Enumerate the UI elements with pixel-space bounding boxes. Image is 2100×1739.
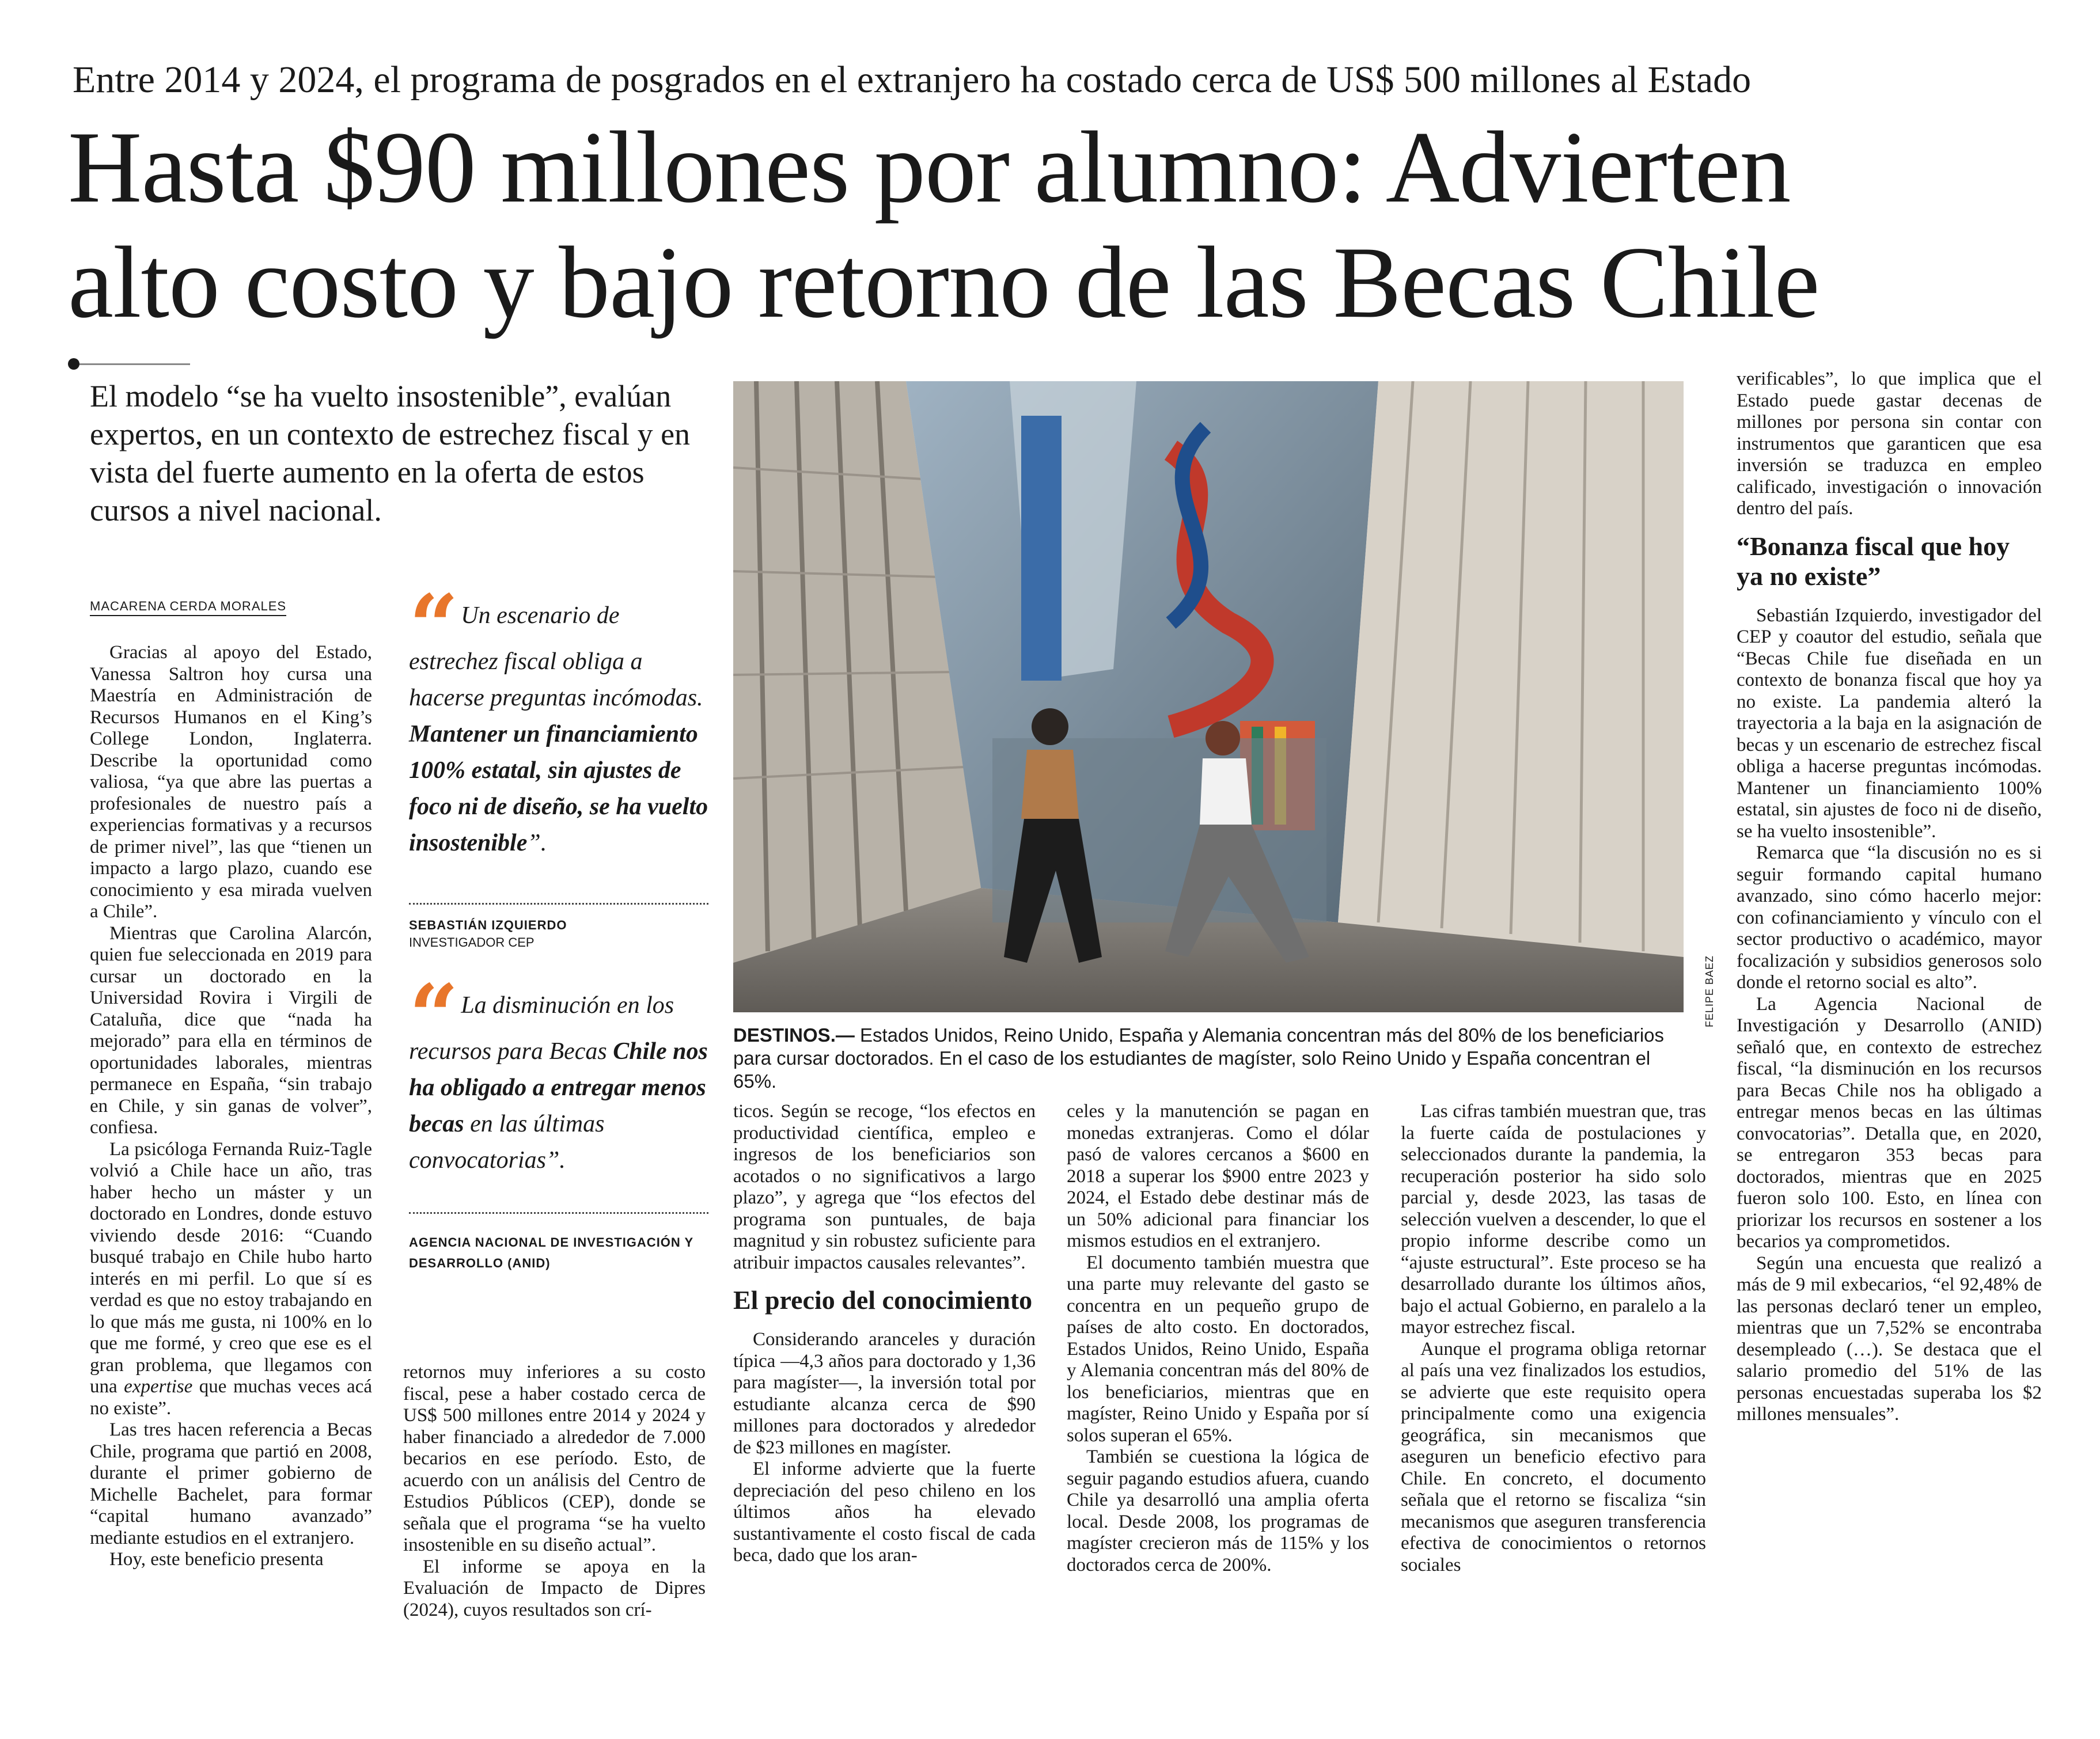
paragraph xyxy=(90,1139,372,1420)
italic-word: expertise xyxy=(124,1376,193,1397)
quote-2-attribution: AGENCIA NACIONAL DE INVESTIGACIÓN Y DESARROLLO (ANID) xyxy=(409,1235,693,1270)
quote-divider xyxy=(409,1212,708,1214)
column-2 xyxy=(403,1362,706,1621)
paragraph: El informe se apoya en la Evaluación de Impacto de Dipres (2024), cuyos resultados son crí- xyxy=(403,1556,706,1620)
section-subhead: “Bonanza fiscal que hoy ya no existe” xyxy=(1737,531,2010,591)
paragraph: retornos muy inferiores a su costo fiscal, pese a haber costado cerca de US$ 500 millones entre 2014 y 2024 y haber financiado a alrededor de 7.000 becarios en ese período. Esto, de acuerdo con un análisis del Centro de Estudios Públicos (CEP), donde se señala que el programa “se ha vuelto insostenible en su diseño actual”. xyxy=(403,1362,706,1555)
paragraph: La Agencia Nacional de Investigación y Desarrollo (ANID) señaló que, en contexto de estrechez fiscal, “la disminución en los recursos para Becas Chile nos ha obligado a entregar menos becas en las últimas convocatorias”. Detalla que, en 2020, se entregaron 353 becas para doctorados, mientras que en 2025 fueron solo 100. Esto, en línea con priorizar los recursos en sostener a los becarios ya comprometidos. xyxy=(1737,993,2042,1252)
quote-author-role: INVESTIGADOR CEP xyxy=(409,935,535,950)
column-4 xyxy=(1067,1101,1369,1576)
rule-dot xyxy=(68,358,79,370)
article-headline xyxy=(68,109,2038,340)
paragraph: Las tres hacen referencia a Becas Chile, programa que partió en 2008, durante el primer gobierno de Michelle Bachelet, para formar “capital humano avanzado” mediante estudios en el extranjero. xyxy=(90,1419,372,1548)
caption-label: DESTINOS.— xyxy=(733,1024,855,1046)
headline-line-1: Hasta $90 millones por alumno: Advierten xyxy=(68,110,1791,224)
quote-mark-icon: “ xyxy=(409,966,450,1067)
quote-end: ”. xyxy=(527,830,547,856)
paragraph: También se cuestiona la lógica de seguir pagando estudios afuera, cuando Chile ya desarrolló una amplia oferta local. Desde 2008, los programas de magíster crecieron más de 115% y los doctorados cerca de 200%. xyxy=(1067,1446,1369,1575)
article-kicker: Entre 2014 y 2024, el programa de posgrados en el extranjero ha costado cerca de US$ 500 millones al Estado xyxy=(73,59,1752,101)
photo-credit: FELIPE BAEZ xyxy=(1704,955,1715,1027)
paragraph: Hoy, este beneficio presenta xyxy=(109,1549,324,1570)
paragraph-text: La psicóloga Fernanda Ruiz-Tagle volvió a Chile hace un año, tras haber hecho un máster y un doctorado en Londres, donde estuvo viviendo desde 2016: “Cuando busqué trabajo en Chile hubo harto interés en mi perfil. Lo que sí es verdad es que no estoy trabajando en lo que más me gusta, ni 100% en lo que me formé, y creo que ese es el gran problema, que llegamos con una xyxy=(90,1138,372,1397)
quote-text: Un escenario de estrechez fiscal obliga a hacerse preguntas incómodas. xyxy=(409,602,703,711)
paragraph: Las cifras también muestran que, tras la fuerte caída de postulaciones y seleccionados durante la pandemia, la recuperación posterior ha sido solo parcial y, desde 2023, las tasas de selección vuelven a descender, lo que el propio informe describe como un “ajuste estructural”. Este proceso se ha desarrollado durante los últimos años, bajo el actual Gobierno, en paralelo a la mayor estrechez fiscal. xyxy=(1401,1101,1706,1338)
building-photo-illustration xyxy=(733,381,1684,1012)
paragraph: ticos. Según se recoge, “los efectos en productividad científica, empleo e ingresos de los beneficiarios son acotados o no significativos a largo plazo”, y agrega que “los efectos del programa son puntuales, de baja magnitud y sin robustez suficiente para atribuir impactos causales relevantes”. xyxy=(733,1101,1036,1273)
column-5 xyxy=(1401,1101,1706,1576)
paragraph: Según una encuesta que realizó a más de 9 mil exbecarios, “el 92,48% de las personas declaró tener un empleo, mientras que un 7,52% se encontraba desempleado (…). Se destaca que el salario promedio del 51% de las personas encuestadas superaba los $2 millones mensuales”. xyxy=(1737,1252,2042,1425)
quote-text: en las últimas convocatorias xyxy=(409,1111,605,1174)
pull-quote-2 xyxy=(409,966,708,1179)
photo-caption xyxy=(733,1024,1689,1093)
quote-1-attribution xyxy=(409,917,708,951)
quote-divider xyxy=(409,903,708,905)
paragraph: El informe advierte que la fuerte depreciación del peso chileno en los últimos años ha elevado sustantivamente el costo fiscal de cada beca, dado que los aran- xyxy=(733,1459,1036,1566)
article-lead: El modelo “se ha vuelto insostenible”, evalúan expertos, en un contexto de estrechez fiscal y en vista del fuerte aumento en la oferta de estos cursos a nivel nacional. xyxy=(90,379,691,527)
quote-mark-icon: “ xyxy=(409,576,450,677)
paragraph: Considerando aranceles y duración típica —4,3 años para doctorado y 1,36 para magíster—, la inversión total por estudiante alcanza cerca de $90 millones para doctorados y alrededor de $23 millones en magíster. xyxy=(733,1329,1036,1458)
byline: MACARENA CERDA MORALES xyxy=(90,599,286,616)
article-photo xyxy=(733,381,1684,1012)
caption-text: Estados Unidos, Reino Unido, España y Alemania concentran más del 80% de los beneficiarios para cursar doctorados. En el caso de los estudiantes de magíster, solo Reino Unido y España concentran el 65%. xyxy=(733,1024,1665,1092)
paragraph: verificables”, lo que implica que el Estado puede gastar decenas de millones por persona sin contar con instrumentos que garanticen que esa inversión se traduzca en empleo calificado, investigación o innovación dentro del país. xyxy=(1737,369,2042,519)
paragraph: Gracias al apoyo del Estado, Vanessa Saltron hoy cursa una Maestría en Administración de Recursos Humanos en el King’s College London, Inglaterra. Describe la oportunidad como valiosa, “ya que abre las puertas a profesionales de nuestro país a experiencias formativas y a recursos de primer nivel”, las que “tienen un impacto a largo plazo, cuando ese conocimiento y esa mirada vuelven a Chile”. xyxy=(90,642,372,922)
paragraph: El documento también muestra que una parte muy relevante del gasto se concentra en un pequeño grupo de países de alto costo. En doctorados, Estados Unidos, Reino Unido, España y Alemania concentran más del 80% de los beneficiarios, mientras que en magíster, Reino Unido y España por sí solos superan el 65%. xyxy=(1067,1252,1369,1446)
paragraph-text: que muchas veces acá no existe”. xyxy=(90,1376,373,1419)
pull-quote-1 xyxy=(409,576,708,861)
headline-line-2: alto costo y bajo retorno de las Becas Chile xyxy=(68,225,1820,339)
column-1 xyxy=(90,642,372,1571)
quote-emphasis: Mantener un financiamiento 100% estatal, sin ajustes de foco ni de diseño, se ha vuelto insostenible xyxy=(409,721,708,856)
quote-end: ”. xyxy=(545,1147,566,1174)
quote-author: SEBASTIÁN IZQUIERDO xyxy=(409,918,567,932)
paragraph: celes y la manutención se pagan en monedas extranjeras. Como el dólar pasó de valores cercanos a $600 en 2018 a superar los $900 entre 2023 y 2024, el Estado debe destinar más de un 50% adicional para financiar los mismos estudios en el extranjero. xyxy=(1067,1101,1369,1251)
quote-emphasis: Chile nos ha obligado a entregar menos becas xyxy=(409,1038,708,1137)
paragraph: Sebastián Izquierdo, investigador del CEP y coautor del estudio, señala que “Becas Chile fue diseñada en un contexto de bonanza fiscal que hoy ya no existe. La pandemia alteró la trayectoria a la baja en la asignación de becas y un escenario de estrechez fiscal obliga a hacerse preguntas incómodas. Mantener un financiamiento 100% estatal, sin ajustes de foco ni de diseño, se ha vuelto insostenible”. xyxy=(1737,605,2042,842)
rule-line xyxy=(79,363,190,365)
column-3 xyxy=(733,1101,1036,1567)
paragraph: Aunque el programa obliga retornar al país una vez finalizados los estudios, se advierte que este requisito opera principalmente como una exigencia geográfica, sin mecanismos que aseguren un beneficio efectivo para Chile. En concreto, el documento señala que el retorno se fiscaliza “sin mecanismos que aseguren transferencia efectiva de conocimientos o retornos sociales xyxy=(1401,1338,1706,1575)
column-6 xyxy=(1737,369,2042,1426)
section-subhead: El precio del conocimiento xyxy=(733,1285,1033,1315)
paragraph: Remarca que “la discusión no es si seguir formando capital humano avanzado, sino cómo hacerlo mejor: con cofinanciamiento y vínculo con el sector productivo o académico, mayor focalización y subsidios generosos solo donde el retorno social es alto”. xyxy=(1737,842,2042,993)
paragraph: Mientras que Carolina Alarcón, quien fue seleccionada en 2019 para cursar un doctorado en la Universidad Rovira i Virgili de Cataluña, dice que “nada ha mejorado” para ella en términos de oportunidades laborales, mientras permanece en España, “sin trabajo en Chile, y sin ganas de volver”, confiesa. xyxy=(90,922,372,1138)
quote-text: La disminución en los recursos para Becas xyxy=(409,992,674,1065)
